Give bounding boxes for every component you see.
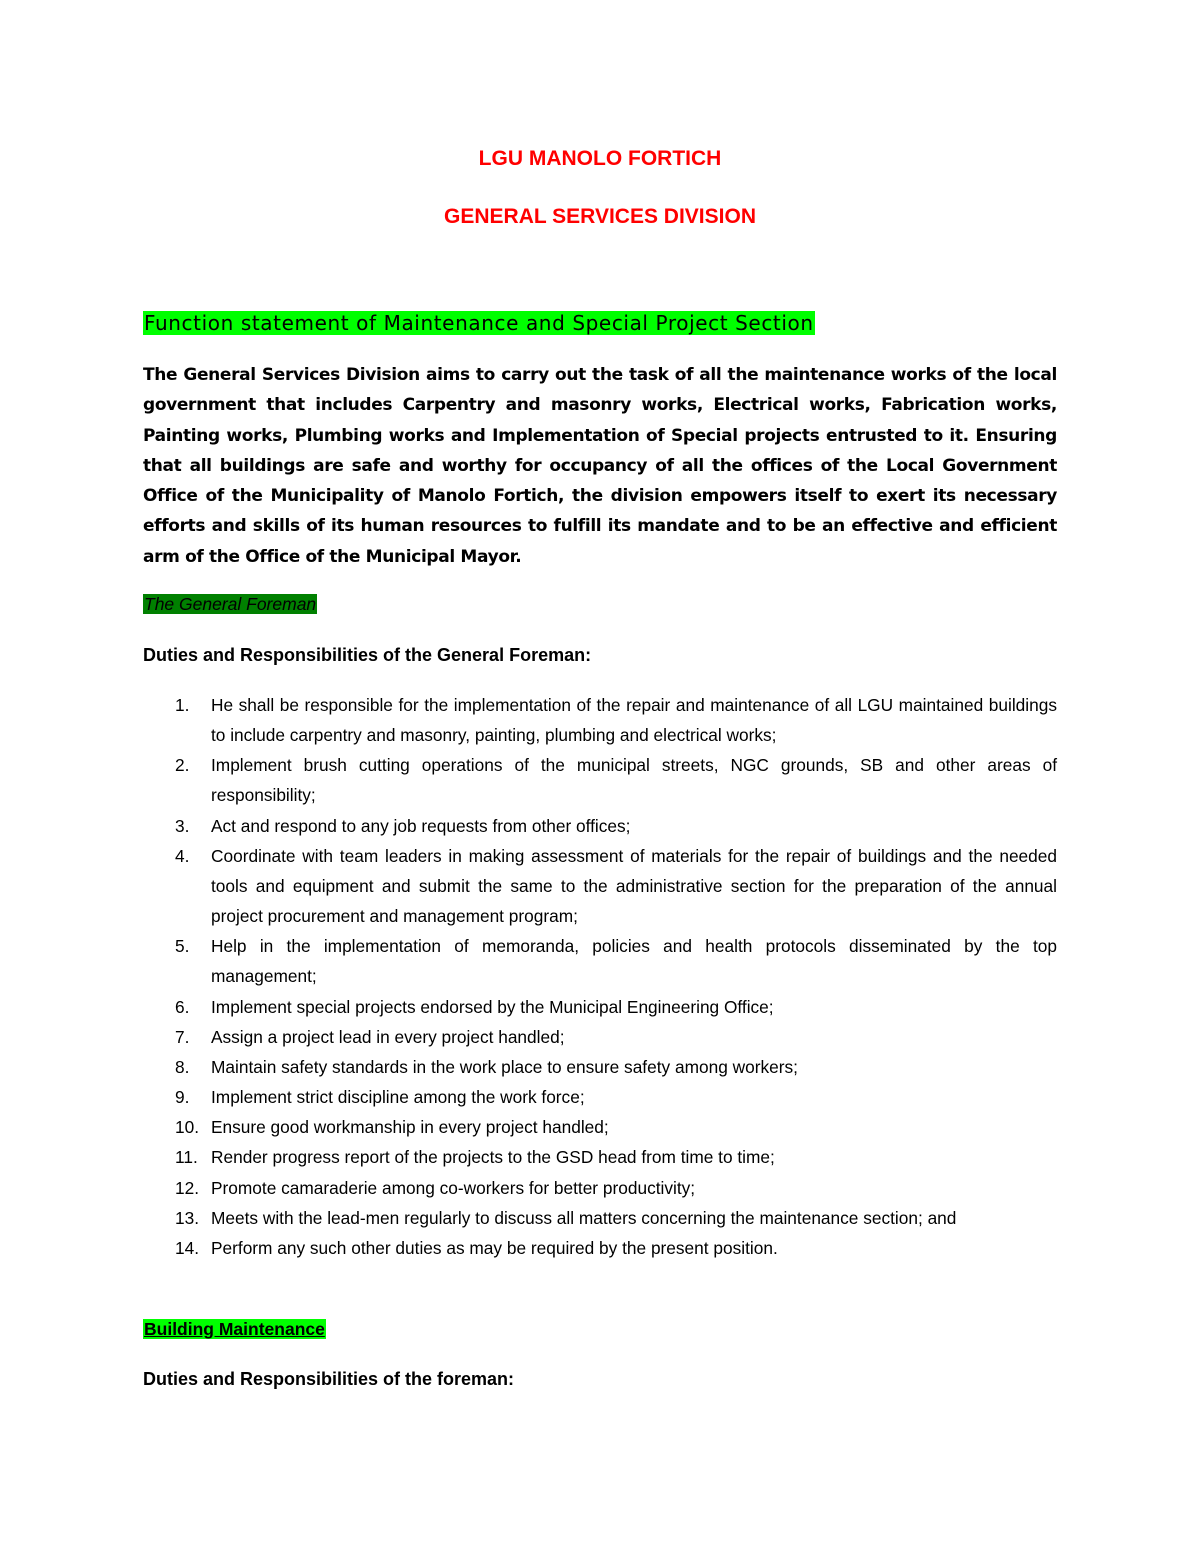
list-item-text: Act and respond to any job requests from other offices; [211,815,631,836]
list-item-text: Meets with the lead-men regularly to discuss all matters concerning the maintenance section; and [211,1207,957,1228]
list-item [143,1233,1057,1263]
list-item-text: Implement special projects endorsed by the Municipal Engineering Office; [211,996,774,1017]
foreman-duties-heading: Duties and Responsibilities of the foreman: [143,1369,515,1389]
building-maintenance-heading-text: Building Maintenance [144,1319,325,1339]
general-foreman-duties-heading: Duties and Responsibilities of the General Foreman: [143,645,592,665]
document-title: LGU MANOLO FORTICH [478,147,722,170]
list-item [143,1112,1057,1142]
list-item-number: 1. [175,695,190,715]
list-item-number: 14. [175,1237,200,1258]
list-item-number: 8. [175,1056,190,1077]
list-item [143,1142,1057,1172]
list-item-text: He shall be responsible for the implementation of the repair and maintenance of all LGU maintained buildings to include carpentry and masonry, painting, plumbing and electrical works; [211,695,1057,746]
general-foreman-duties-list [143,690,1057,1263]
list-item-number: 9. [175,1087,190,1108]
intro-paragraph: The General Services Division aims to carry out the task of all the maintenance works of the local government that includes Carpentry and masonry works, Electrical works, Fabrication works, Painting works, Plumbing works and Implementation of Special projects entrusted to it. Ensuring that all buildings are safe and worthy for occupancy of all the offices of the Local Government Office of the Municipality of Manolo Fortich, the division empowers itself to exert its necessary efforts and skills of its human resources to fulfill its mandate and to be an effective and efficient arm of the Office of the Municipal Mayor. [143,365,1057,567]
section-heading [143,309,815,337]
list-item-number: 12. [175,1177,200,1198]
list-item-text: Render progress report of the projects to the GSD head from time to time; [211,1147,775,1168]
building-maintenance-heading [143,1316,326,1342]
list-item-number: 11. [175,1147,198,1168]
list-item [143,931,1057,991]
general-foreman-heading [143,591,317,617]
list-item [143,1082,1057,1112]
list-item [143,1022,1057,1052]
list-item-number: 10. [175,1117,200,1138]
general-foreman-heading-text: The General Foreman [144,594,317,614]
list-item-text: Help in the implementation of memoranda, policies and health protocols disseminated by the top management; [211,936,1057,987]
list-item [143,1052,1057,1082]
list-item [143,841,1057,931]
list-item [143,811,1057,841]
list-item-number: 4. [175,845,190,866]
list-item [143,1173,1057,1203]
document-subtitle: GENERAL SERVICES DIVISION [444,205,756,228]
list-item [143,690,1057,750]
list-item-text: Implement brush cutting operations of the municipal streets, NGC grounds, SB and other areas of responsibility; [211,755,1057,806]
list-item [143,992,1057,1022]
list-item-text: Implement strict discipline among the work force; [211,1087,585,1108]
list-item-number: 7. [175,1026,190,1047]
list-item-text: Assign a project lead in every project handled; [211,1026,565,1047]
list-item-text: Promote camaraderie among co-workers for better productivity; [211,1177,696,1198]
list-item [143,750,1057,810]
section-heading-text: Function statement of Maintenance and Special Project Section [144,311,814,335]
list-item-number: 5. [175,936,190,957]
list-item-text: Perform any such other duties as may be required by the present position. [211,1237,778,1258]
list-item-number: 3. [175,815,190,836]
list-item-text: Maintain safety standards in the work place to ensure safety among workers; [211,1056,798,1077]
list-item-number: 6. [175,996,190,1017]
list-item-number: 2. [175,755,190,776]
list-item-number: 13. [175,1207,200,1228]
list-item [143,1203,1057,1233]
list-item-text: Coordinate with team leaders in making assessment of materials for the repair of buildings and the needed tools and equipment and submit the same to the administrative section for the preparation of the annual project procurement and management program; [211,845,1057,927]
list-item-text: Ensure good workmanship in every project handled; [211,1117,609,1138]
